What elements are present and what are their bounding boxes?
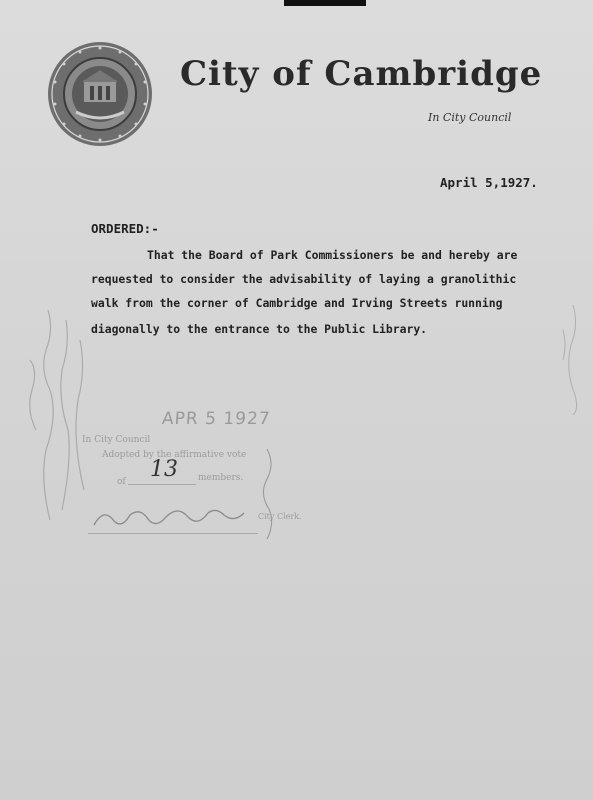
stamp-clerk-label: City Clerk. [258, 512, 302, 521]
stamp-adopted-label: Adopted by the affirmative vote [102, 450, 247, 460]
body-line: requested to consider the advisability of laying a granolithic [91, 272, 517, 286]
city-seal-icon [46, 40, 154, 148]
body-line: diagonally to the entrance to the Public Library. [91, 322, 428, 336]
letterhead-title: City of Cambridge [180, 54, 543, 94]
body-line: That the Board of Park Commissioners be and hereby are [147, 248, 518, 262]
stamp-members-label: members. [198, 473, 244, 483]
letterhead-subtitle: In City Council [428, 111, 512, 124]
document-date: April 5,1927. [440, 175, 538, 190]
stamp-of-label: of [117, 477, 126, 487]
margin-handwriting-right [555, 300, 590, 420]
scan-edge-tab [284, 0, 366, 6]
stamp-date: APR 5 1927 [161, 409, 272, 429]
clerk-signature [90, 503, 260, 533]
order-heading: ORDERED:- [91, 221, 159, 236]
stamp-count-rule [128, 484, 196, 485]
council-vote-stamp [80, 405, 302, 545]
stamp-member-count: 13 [150, 457, 178, 482]
stamp-council-label: In City Council [82, 435, 151, 445]
signature-rule [88, 533, 258, 534]
body-line: walk from the corner of Cambridge and Irving Streets running [91, 296, 503, 310]
vertical-handwriting [255, 445, 285, 545]
